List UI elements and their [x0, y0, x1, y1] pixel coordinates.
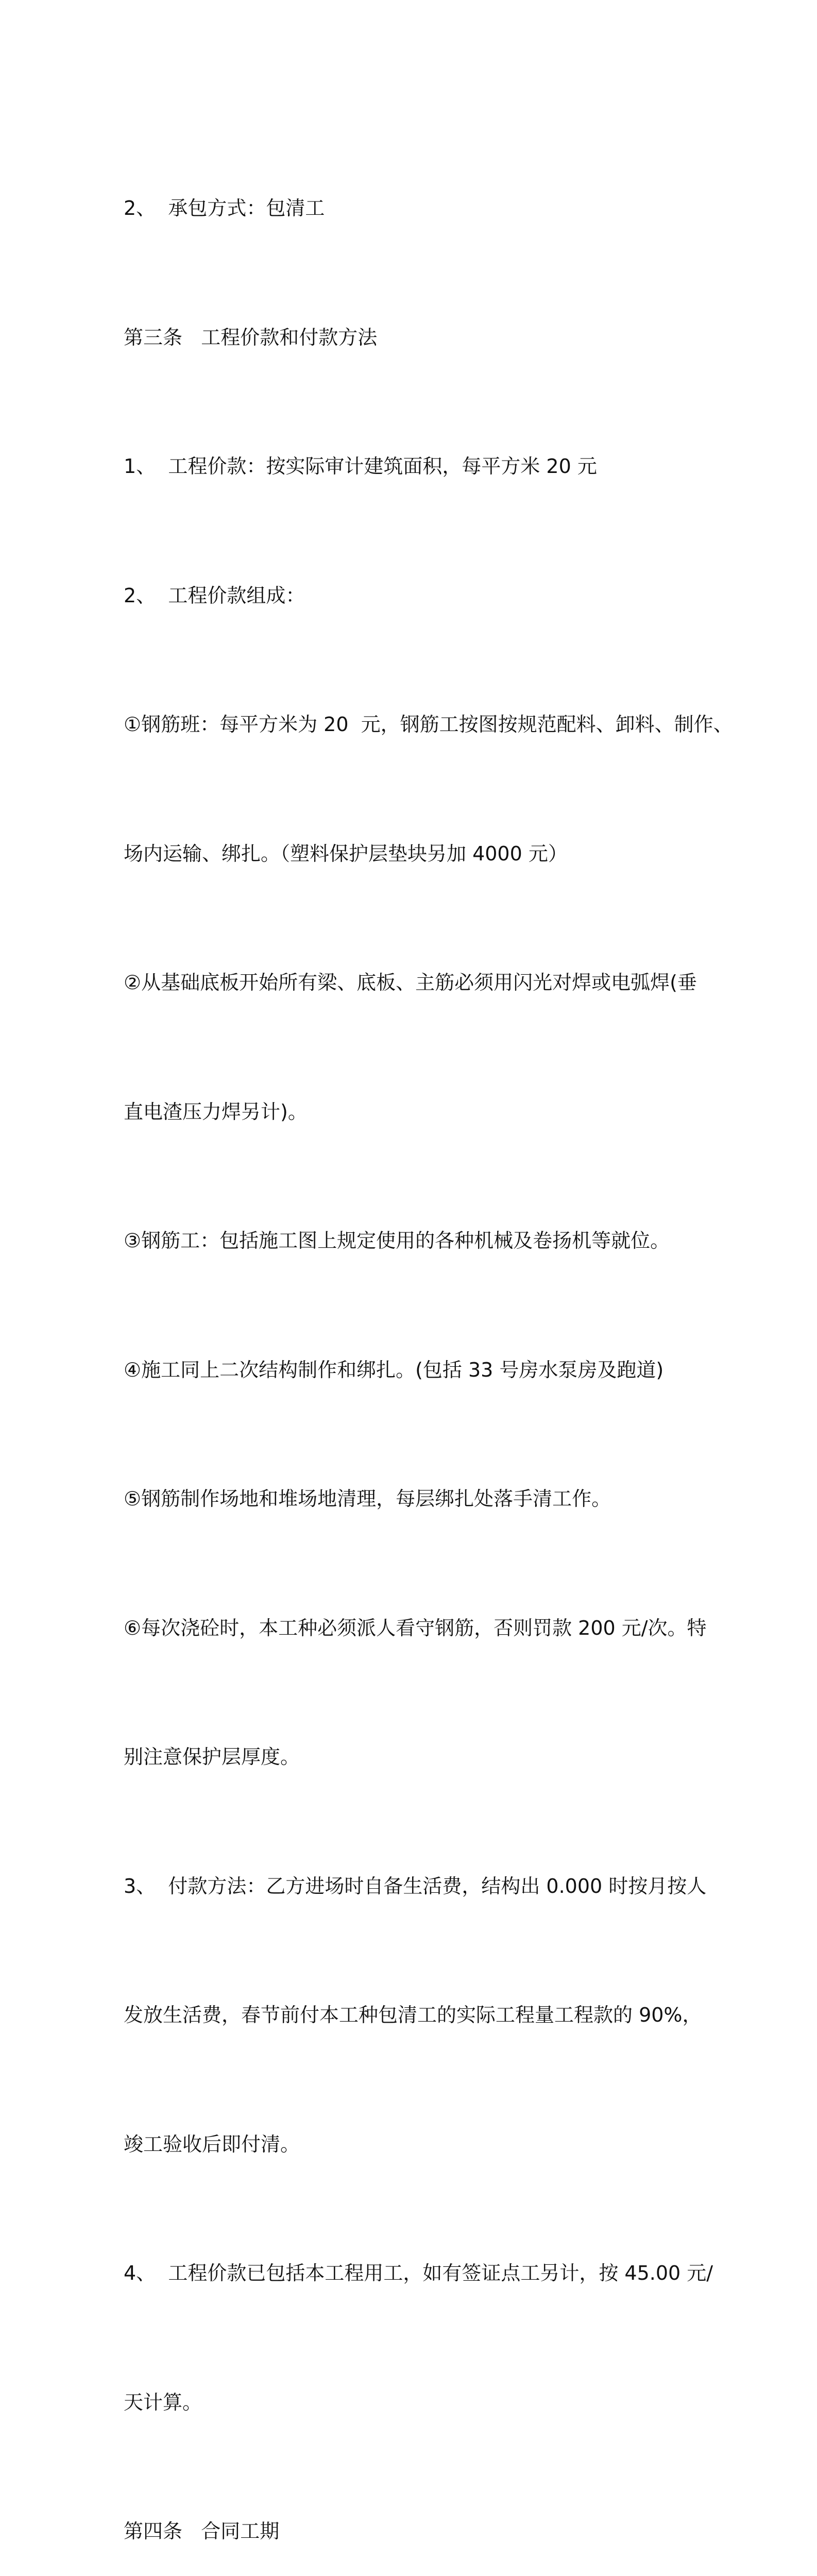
text-line: ②从基础底板开始所有梁、底板、主筋必须用闪光对焊或电弧焊(垂: [124, 971, 697, 994]
text-line: ⑥每次浇砼时，本工种必须派人看守钢筋，否则罚款 200 元/次。特: [124, 1616, 707, 1639]
text-line: 天计算。: [124, 2391, 202, 2414]
text-line: 直电渣压力焊另计)。: [124, 1100, 308, 1123]
text-line: ⑤钢筋制作场地和堆场地清理，每层绑扎处落手清工作。: [124, 1487, 611, 1510]
section-heading: 第三条 工程价款和付款方法: [124, 326, 378, 349]
section-heading: 第四条 合同工期: [124, 2520, 280, 2543]
text-line: 1、 工程价款：按实际审计建筑面积，每平方米 20 元: [124, 455, 597, 478]
text-line: 4、 工程价款已包括本工程用工，如有签证点工另计，按 45.00 元/: [124, 2262, 713, 2284]
text-line: 2、 工程价款组成：: [124, 584, 305, 607]
text-line: 场内运输、绑扎。（塑料保护层垫块另加 4000 元）: [124, 842, 568, 865]
text-line: 别注意保护层厚度。: [124, 1745, 300, 1768]
text-line: 竣工验收后即付清。: [124, 2132, 300, 2156]
text-line: ③钢筋工：包括施工图上规定使用的各种机械及卷扬机等就位。: [124, 1229, 670, 1252]
text-line: 2、 承包方式：包清工: [124, 197, 325, 219]
text-line: 3、 付款方法：乙方进场时自备生活费，结构出 0.000 时按月按人: [124, 1874, 707, 1897]
text-line: 发放生活费，春节前付本工种包清工的实际工程量工程款的 90%，: [124, 2004, 702, 2026]
text-line: ①钢筋班：每平方米为 20 元，钢筋工按图按规范配料、卸料、制作、: [124, 713, 733, 736]
text-line: ④施工同上二次结构制作和绑扎。(包括 33 号房水泵房及跑道): [124, 1358, 664, 1381]
contract-text: [124, 101, 733, 2576]
